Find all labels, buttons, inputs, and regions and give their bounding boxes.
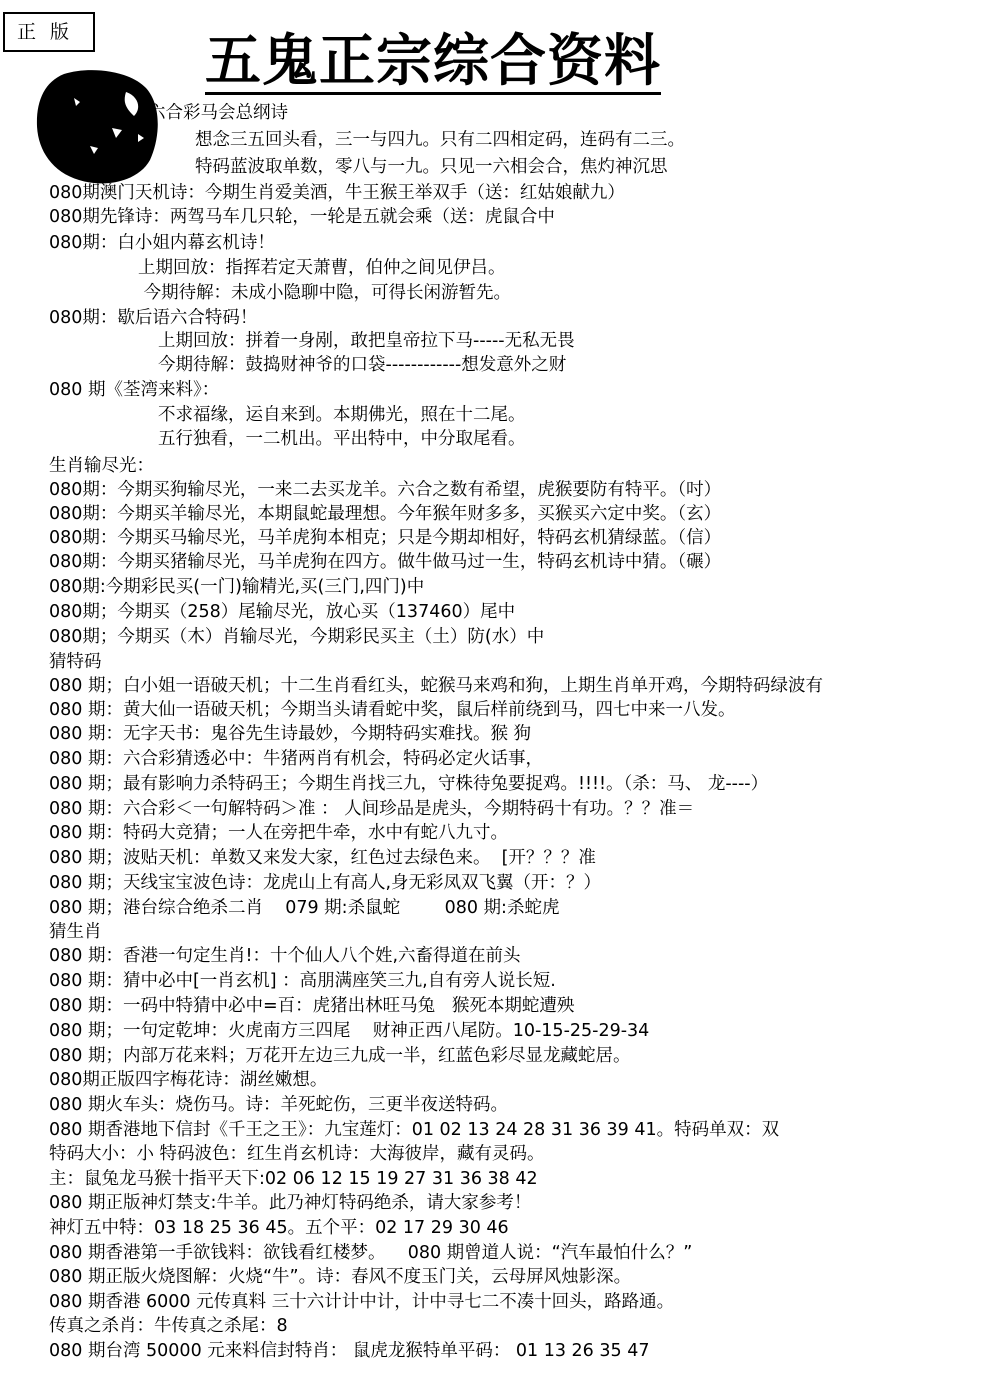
text-line: 080 期火车头：烧伤马。诗：羊死蛇伤，三更半夜送特码。 (49, 1095, 508, 1115)
text-line: 080 期《荃湾来料》： (49, 380, 220, 400)
text-line: 080期：今期买狗输尽光，一来二去买龙羊。六合之数有希望，虎猴要防有特平。（吋） (49, 480, 722, 500)
text-line: 五行独看，一二机出。平出特中，中分取尾看。 (158, 429, 526, 449)
text-line: 080期正版四字梅花诗：湖丝嫩想。 (49, 1070, 328, 1090)
text-line: 080 期香港地下信封《千王之王》：九宝莲灯：01 02 13 24 28 31 36 39 41。特码单双：双 (49, 1120, 780, 1140)
text-line: 主：鼠兔龙马猴十指平天下:02 06 12 15 19 27 31 36 38 42 (49, 1169, 538, 1189)
text-line: 080 期；一句定乾坤：火虎南方三四尾 财神正西八尾防。10-15-25-29-34 (49, 1021, 650, 1041)
text-line: 080 期：六合彩猜透必中：牛猪两肖有机会，特码必定火话事， (49, 749, 543, 769)
text-line: 080 期；内部万花来料；万花开左边三九成一半，红蓝色彩尽显龙藏蛇居。 (49, 1046, 631, 1066)
text-line: 080 期：猜中必中[一肖玄机] ：高朋满座笑三九,自有旁人说长短. (49, 971, 556, 991)
text-line: 080 期；天线宝宝波色诗：龙虎山上有高人,身无彩凤双飞翼（开：？） (49, 873, 602, 893)
text-line: 今期待解：未成小隐聊中隐，可得长闲游暂先。 (138, 283, 512, 303)
text-line: 080 期：无字天书：鬼谷先生诗最妙，今期特码实难找。猴 狗 (49, 724, 532, 744)
text-line: 080 期正版火烧图解：火烧“牛”。诗：春风不度玉门关，云母屏风烛影深。 (49, 1267, 632, 1287)
text-line: 080 期正版神灯禁支:牛羊。此乃神灯特码绝杀，请大家参考！ (49, 1193, 532, 1213)
text-line: 080期：歇后语六合特码！ (49, 308, 258, 328)
text-line: 080期：白小姐内幕玄机诗！ (49, 233, 275, 253)
text-line: 080 期：香港一句定生肖!：十个仙人八个姓,六畜得道在前头 (49, 946, 521, 966)
text-line: 080 期：一码中特猜中必中=百：虎猪出林旺马兔 猴死本期蛇遭殃 (49, 996, 575, 1016)
authentic-badge: 正 版 (3, 12, 95, 52)
text-line: 传真之杀肖：牛传真之杀尾：8 (49, 1316, 288, 1336)
text-line: 080期澳门天机诗：今期生肖爱美酒，牛王猴王举双手（送：红姑娘献九） (49, 183, 625, 203)
text-line: 080 期香港第一手欲钱料：欲钱看红楼梦。 080 期曾道人说：“汽车最怕什么？” (49, 1243, 693, 1263)
text-line: 今期待解：鼓捣财神爷的口袋------------想发意外之财 (158, 355, 567, 375)
text-line: 080 期：黄大仙一语破天机；今期当头请看蛇中奖，鼠后样前绕到马，四七中来一八发。 (49, 700, 736, 720)
page-title: 五鬼正宗综合资料 (205, 28, 661, 94)
text-line: 080 期；白小姐一语破天机；十二生肖看红头，蛇猴马来鸡和狗，上期生肖单开鸡，今期特码绿波有 (49, 676, 823, 696)
text-line: 猜生肖 (49, 922, 102, 942)
text-line: 080 期香港 6000 元传真料 三十六计计中计，计中寻七二不凑十回头，路路通。 (49, 1292, 675, 1312)
text-line: 六合彩马会总纲诗 (148, 103, 288, 123)
text-line: 080期:今期彩民买(一门)输精光,买(三门,四门)中 (49, 577, 425, 597)
text-line: 生肖输尽光： (49, 456, 154, 476)
text-line: 080 期；波贴天机：单数又来发大家，红色过去绿色来。 [开？？？准 (49, 848, 596, 868)
text-line: 不求福缘，运自来到。本期佛光，照在十二尾。 (158, 405, 526, 425)
text-line: 080期：今期买羊输尽光，本期鼠蛇最理想。今年猴年财多多，买猴买六定中奖。（玄） (49, 504, 722, 524)
text-line: 上期回放：拼着一身剐，敢把皇帝拉下马-----无私无畏 (158, 331, 575, 351)
text-line: 080期；今期买（木）肖输尽光，今期彩民买主（土）防(水）中 (49, 627, 545, 647)
text-line: 神灯五中特：03 18 25 36 45。五个平：02 17 29 30 46 (49, 1218, 509, 1238)
text-line: 080 期；最有影响力杀特码王；今期生肖找三九，守株待兔要捉鸡。!!!!。（杀：马、 龙----） (49, 774, 769, 794)
text-line: 080 期；港台综合绝杀二肖 079 期:杀鼠蛇 080 期:杀蛇虎 (49, 898, 560, 918)
text-line: 080 期：特码大竞猜；一人在旁把牛牵，水中有蛇八九寸。 (49, 823, 508, 843)
text-line: 080 期：六合彩＜一句解特码＞准 ： 人间珍品是虎头，今期特码十有功。？？准＝ (49, 799, 695, 819)
text-line: 特码蓝波取单数，零八与一九。只见一六相会合，焦灼神沉思 (195, 157, 668, 177)
text-line: 080 期台湾 50000 元来料信封特肖： 鼠虎龙猴特单平码： 01 13 26 35 47 (49, 1341, 650, 1361)
text-line: 上期回放：指挥若定天萧曹，伯仲之间见伊吕。 (138, 258, 506, 278)
text-line: 想念三五回头看，三一与四九。只有二四相定码，连码有二三。 (195, 130, 685, 150)
black-blob-image (34, 68, 164, 186)
text-line: 080期先锋诗：两驾马车几只轮，一轮是五就会乘（送：虎鼠合中 (49, 207, 555, 227)
text-line: 特码大小：小 特码波色：红生肖玄机诗：大海彼岸，藏有灵码。 (49, 1144, 545, 1164)
text-line: 猜特码 (49, 652, 102, 672)
text-line: 080期：今期买猪输尽光，马羊虎狗在四方。做牛做马过一生，特码玄机诗中猜。（碾） (49, 552, 722, 572)
text-line: 080期；今期买（258）尾输尽光，放心买（137460）尾中 (49, 602, 516, 622)
text-line: 080期：今期买马输尽光，马羊虎狗本相克；只是今期却相好，特码玄机猜绿蓝。（信） (49, 528, 722, 548)
